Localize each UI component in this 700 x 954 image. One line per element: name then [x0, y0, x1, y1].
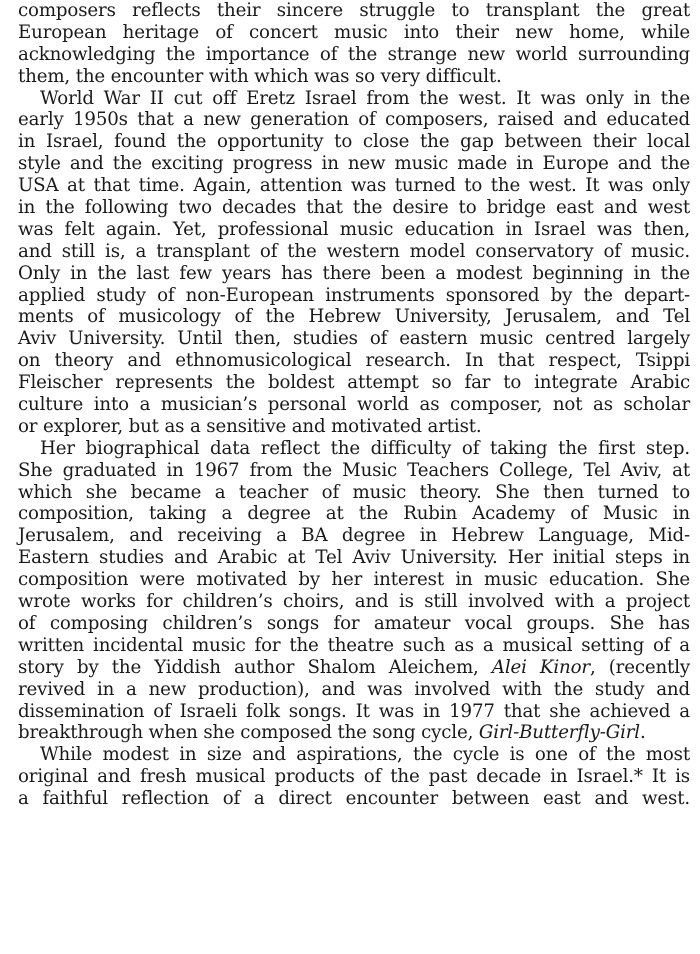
text-run: breakthrough when she composed the song cycle,	[18, 722, 479, 744]
text-line: ments of musicology of the Hebrew University, Jerusalem, and Tel	[18, 306, 690, 328]
text-line: or explorer, but as a sensitive and motivated artist.	[18, 415, 482, 437]
text-line: culture into a musician’s personal world as composer, not as scholar	[18, 394, 690, 416]
text-line: revived in a new production), and was involved with the study and	[18, 678, 690, 700]
text-line: wrote works for children’s choirs, and is still involved with a project	[18, 591, 690, 613]
text-line: Jerusalem, and receiving a BA degree in Hebrew Language, Mid-	[18, 525, 690, 547]
text-line: acknowledging the importance of the strange new world surrounding	[18, 43, 690, 65]
text-run: .	[639, 722, 646, 744]
text-line: applied study of non-European instruments sponsored by the depart-	[18, 284, 690, 306]
text-body	[18, 0, 690, 657]
text-line: in the following two decades that the desire to bridge east and west	[18, 197, 690, 219]
text-line: in Israel, found the opportunity to close the gap between their local	[18, 131, 690, 153]
text-line: early 1950s that a new generation of composers, raised and educated	[18, 109, 690, 131]
document-page	[18, 0, 690, 810]
text-line: Aviv University. Until then, studies of eastern music centred largely	[18, 328, 690, 350]
text-run: story by the Yiddish author Shalom Aleichem,	[18, 656, 492, 678]
text-run: , (recently	[589, 656, 690, 678]
text-line: and still is, a transplant of the western model conservatory of music.	[18, 240, 690, 262]
text-line: was felt again. Yet, professional music education in Israel was then,	[18, 218, 690, 240]
text-line: While modest in size and aspirations, the cycle is one of the most	[40, 744, 690, 766]
text-line	[18, 657, 690, 679]
text-line: composition, taking a degree at the Rubin Academy of Music in	[18, 503, 690, 525]
text-line: Eastern studies and Arabic at Tel Aviv University. Her initial steps in	[18, 547, 690, 569]
text-line: World War II cut off Eretz Israel from the west. It was only in the	[40, 87, 690, 109]
text-line: Her biographical data reflect the difficulty of taking the first step.	[40, 437, 690, 459]
text-line: original and fresh musical products of the past decade in Israel.* It is	[18, 766, 690, 788]
text-line: Fleischer represents the boldest attempt so far to integrate Arabic	[18, 372, 690, 394]
text-line: USA at that time. Again, attention was turned to the west. It was only	[18, 175, 690, 197]
text-body-final	[18, 744, 690, 810]
text-line: Only in the last few years has there been a modest beginning in the	[18, 262, 690, 284]
italic-title: Girl-Butterfly-Girl	[478, 722, 640, 744]
text-line: composition were motivated by her interest in music education. She	[18, 569, 690, 591]
text-line: European heritage of concert music into their new home, while	[18, 21, 690, 43]
text-line: which she became a teacher of music theory. She then turned to	[18, 481, 690, 503]
text-line	[18, 722, 690, 744]
italic-title: Alei Kinor	[491, 656, 590, 678]
text-line: She graduated in 1967 from the Music Teachers College, Tel Aviv, at	[18, 459, 690, 481]
text-line: them, the encounter with which was so very difficult.	[18, 65, 502, 87]
text-line: written incidental music for the theatre such as a musical setting of a	[18, 634, 690, 656]
text-line: style and the exciting progress in new music made in Europe and the	[18, 153, 690, 175]
text-line: a faithful reflection of a direct encounter between east and west.	[18, 788, 690, 810]
text-line: dissemination of Israeli folk songs. It was in 1977 that she achieved a	[18, 700, 690, 722]
text-line: composers reflects their sincere struggle to transplant the great	[18, 0, 690, 21]
text-line: on theory and ethnomusicological research. In that respect, Tsippi	[18, 350, 690, 372]
text-body-continued	[18, 679, 690, 723]
text-line: of composing children’s songs for amateur vocal groups. She has	[18, 612, 690, 634]
